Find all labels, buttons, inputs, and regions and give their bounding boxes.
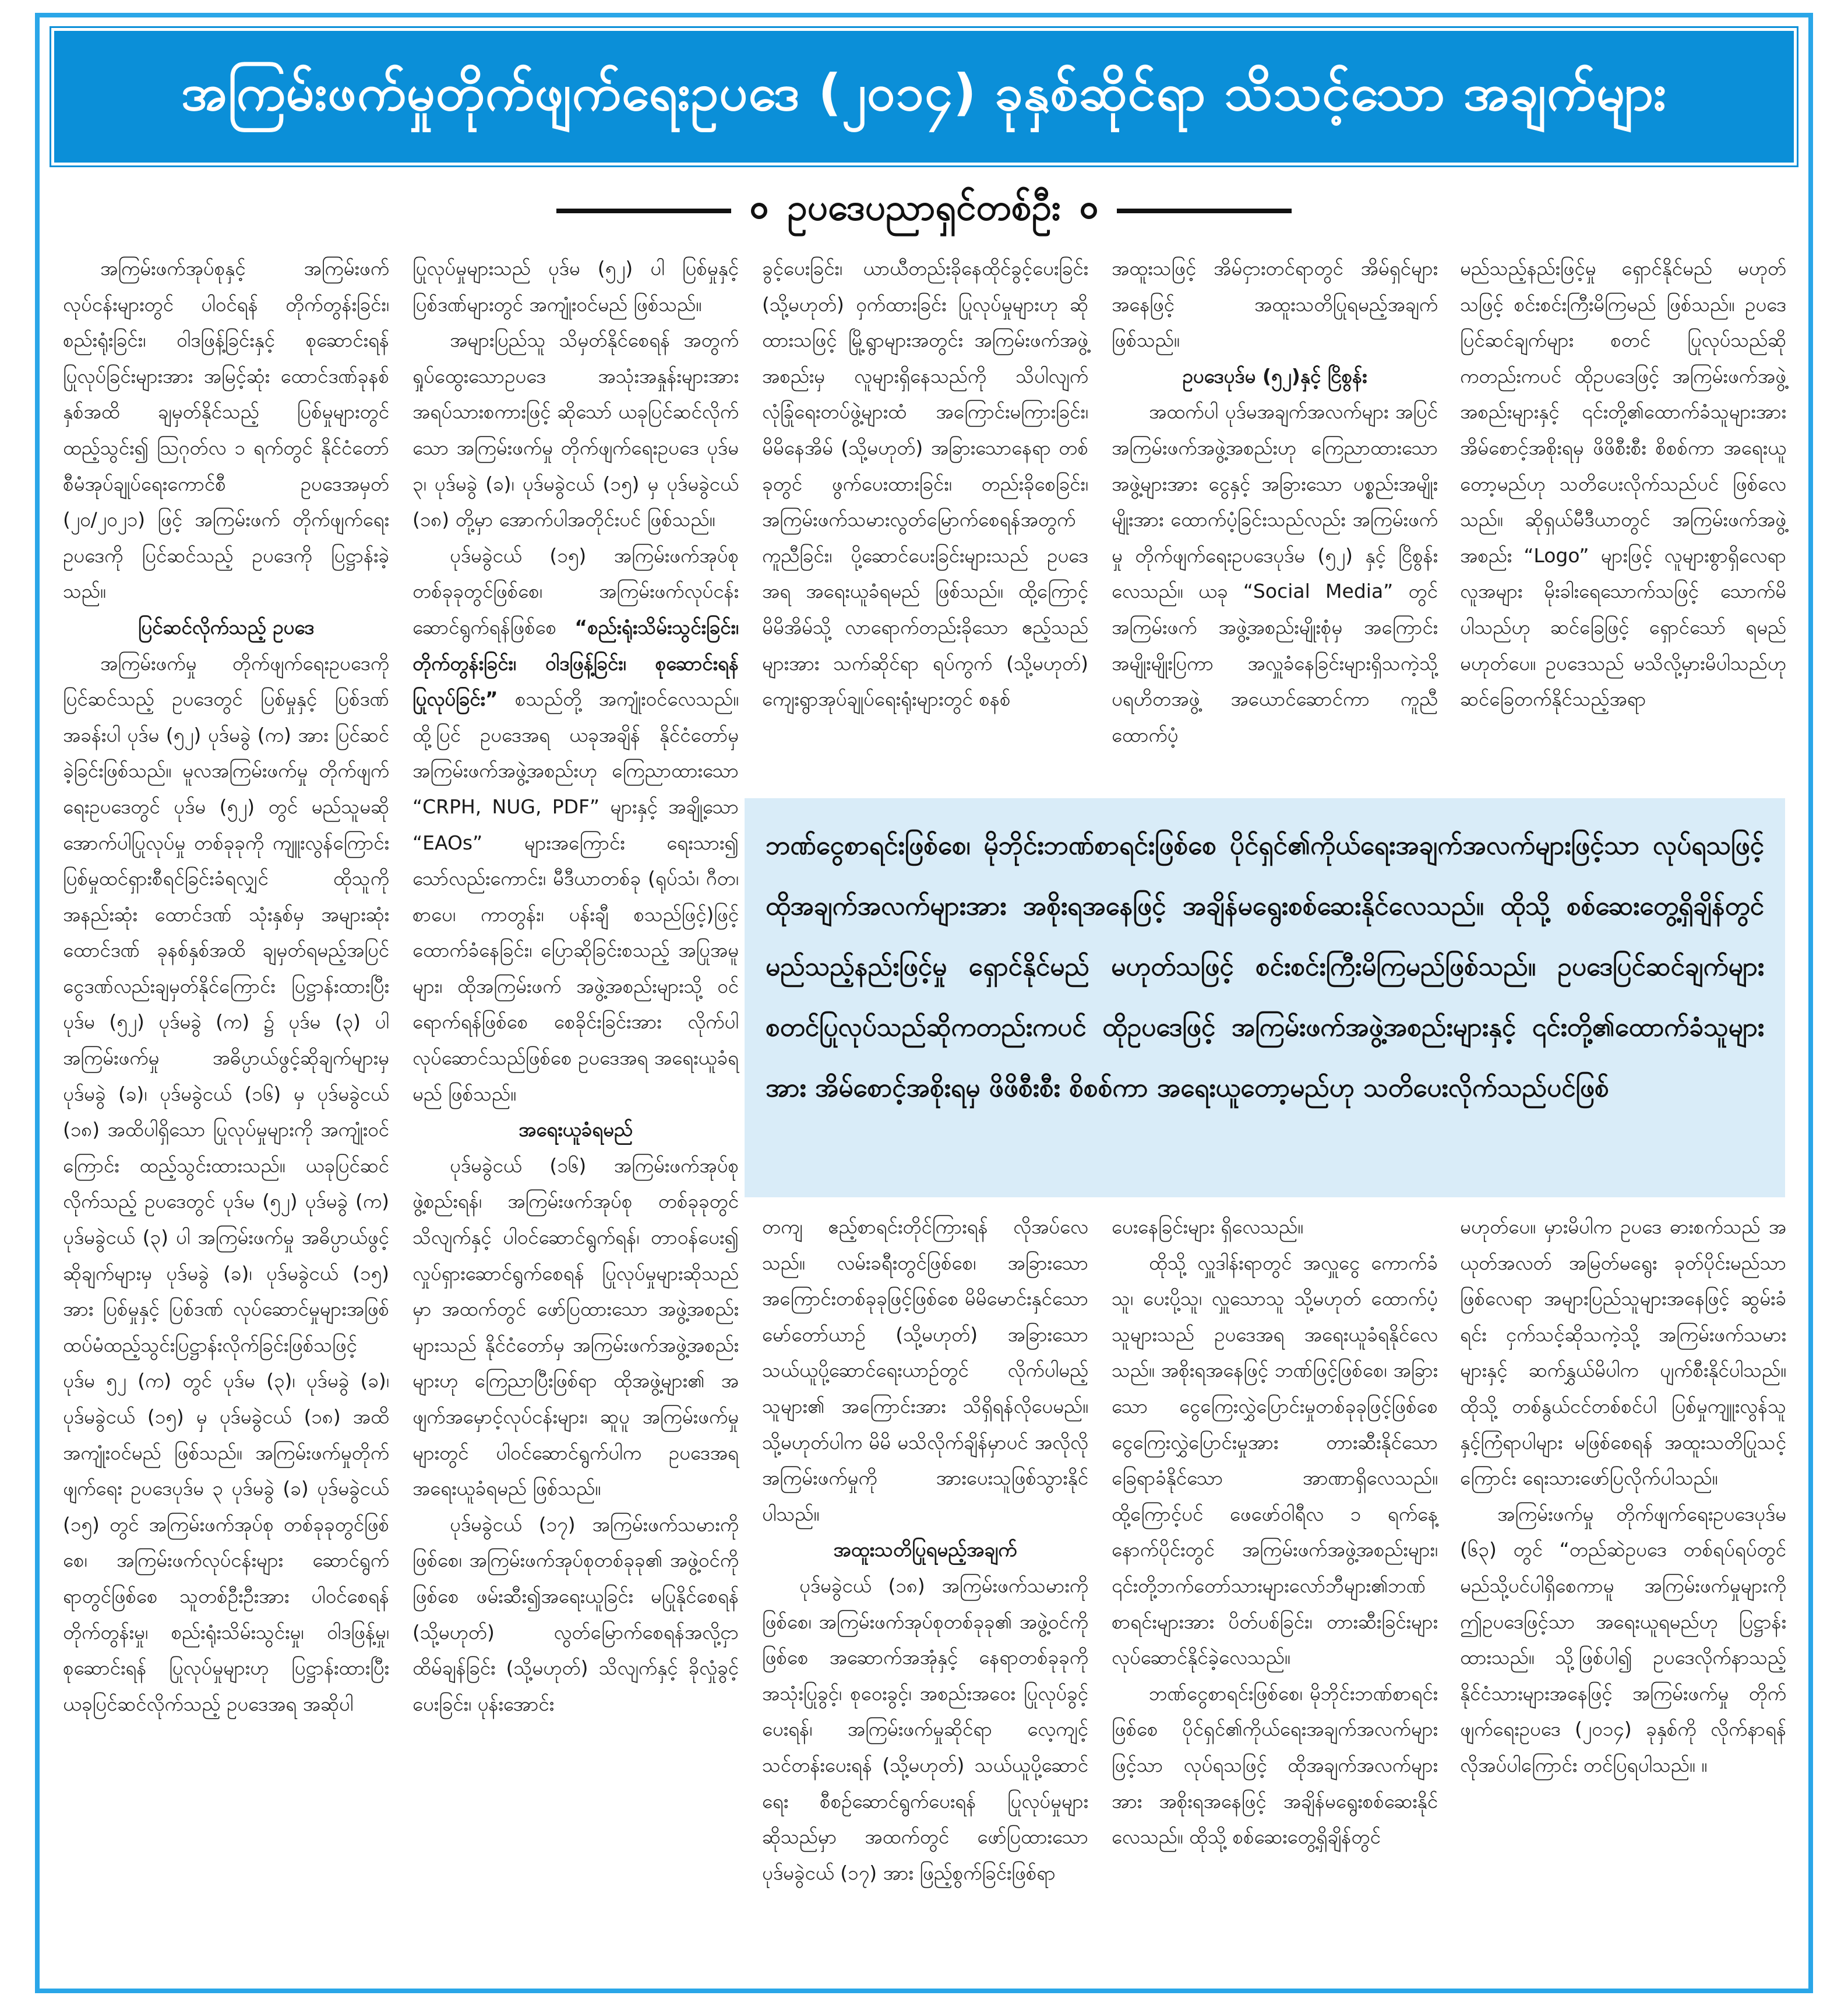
- byline-ornament-right: [1081, 203, 1097, 219]
- headline-banner: [51, 28, 1797, 165]
- paragraph: ထိုသို့ လှူဒါန်းရာတွင် အလှူငွေ ကောက်ခံသူ၊ ပေးပို့သူ၊ လှူသောသူ သို့မဟုတ် ထောက်ပံ့သူများသည် ဥပဒေအရ အရေးယူခံရနိုင်လေသည်။ အစိုးရအနေဖြင့် ဘဏ်ဖြင့်ဖြစ်စေ၊ အခြားသော ငွေကြေးလွှဲပြောင်းမှုတစ်ခုခုဖြင့်ဖြစ်စေ ငွေကြေးလွှဲပြောင်းမှုအား တားဆီးနိုင်သော ခြေရာခံနိုင်သော အာဏာရှိလေသည်။ ထို့ကြောင့်ပင် ဖေဖော်ဝါရီလ ၁ ရက်နေ့ နောက်ပိုင်းတွင် အကြမ်းဖက်အဖွဲ့အစည်းများ၊ ၎င်းတို့ဘက်တော်သားများလော်ဘီများ၏ဘဏ်စာရင်းများအား ပိတ်ပစ်ခြင်း၊ တားဆီးခြင်းများလုပ်ဆောင်နိုင်ခဲ့လေသည်။: [1112, 1251, 1438, 1669]
- column-4: [1112, 251, 1438, 787]
- text-run: စသည်တို့ အကျုံးဝင်လေသည်။ ထို့ပြင် ဥပဒေအရ ယခုအချိန် နိုင်ငံတော်မှ အကြမ်းဖက်အဖွဲ့အစည်းဟု ကြေညာထားသော “CRPH, NUG, PDF” များနှင့် အချို့သော “EAOs” များအကြောင်း ရေးသား၍ သော်လည်းကောင်း၊ မီဒီယာတစ်ခု (ရုပ်သံ၊ ဂီတ၊ စာပေ၊ ကာတွန်း၊ ပန်းချီ စသည်ဖြင့်)ဖြင့် ထောက်ခံနေခြင်း၊ ပြောဆိုခြင်းစသည့် အပြုအမူများ၊ ထိုအကြမ်းဖက် အဖွဲ့အစည်းများသို့ ဝင်ရောက်ရန်ဖြစ်စေ စေခိုင်းခြင်းအား လိုက်ပါလုပ်ဆောင်သည်ဖြစ်စေ ဥပဒေအရ အရေးယူခံရမည် ဖြစ်သည်။: [412, 688, 739, 1105]
- paragraph: ပုဒ်မခွဲငယ် (၁၈) အကြမ်းဖက်သမားကိုဖြစ်စေ၊ အကြမ်းဖက်အုပ်စုတစ်ခုခု၏ အဖွဲ့ဝင်ကိုဖြစ်စေ အဆောက်အအုံနှင့် နေရာတစ်ခုခုကို အသုံးပြုခွင့်၊ စုဝေးခွင့်၊ အစည်းအဝေး ပြုလုပ်ခွင့်ပေးရန်၊ အကြမ်းဖက်မှုဆိုင်ရာ လေ့ကျင့်သင်တန်းပေးရန် (သို့မဟုတ်) သယ်ယူပို့ဆောင်ရေး စီစဉ်ဆောင်ရွက်ပေးရန် ပြုလုပ်မှုများ ဆိုသည်မှာ အထက်တွင် ဖော်ပြထားသော ပုဒ်မခွဲငယ် (၁၇) အား ဖြည့်စွက်ခြင်းဖြစ်ရာ: [762, 1574, 1088, 1884]
- column-5: [1460, 251, 1786, 787]
- subheading: အထူးသတိပြုရမည့်အချက်: [833, 1538, 1017, 1561]
- byline: [40, 176, 1808, 246]
- paragraph: ပုဒ်မခွဲငယ် (၁၇) အကြမ်းဖက်သမားကိုဖြစ်စေ၊ အကြမ်းဖက်အုပ်စုတစ်ခုခု၏ အဖွဲ့ဝင်ကိုဖြစ်စေ ဖမ်းဆီး၍အရေးယူခြင်း မပြုနိုင်စေရန် (သို့မဟုတ်) လွတ်မြောက်စေရန်အလို့ငှာ ထိမ်ချန်ခြင်း (သို့မဟုတ်) သိလျက်နှင့် ခိုလှုံခွင့်ပေးခြင်း၊ ပုန်းအောင်း: [412, 1513, 739, 1715]
- paragraph: အများပြည်သူ သိမှတ်နိုင်စေရန် အတွက် ရှုပ်ထွေးသောဥပဒေ အသုံးအနှုန်းများအား အရပ်သားစကားဖြင့် ဆိုသော် ယခုပြင်ဆင်လိုက်သော အကြမ်းဖက်မှု တိုက်ဖျက်ရေးဥပဒေ ပုဒ်မ ၃၊ ပုဒ်မခွဲ (ခ)၊ ပုဒ်မခွဲငယ် (၁၅) မှ ပုဒ်မခွဲငယ် (၁၈) တို့မှာ အောက်ပါအတိုင်းပင် ဖြစ်သည်။: [412, 329, 739, 531]
- column-4-lower: [1112, 1209, 1438, 1975]
- subheading: ပြင်ဆင်လိုက်သည့် ဥပဒေ: [137, 615, 315, 639]
- paragraph: တကျ ဧည့်စာရင်းတိုင်ကြားရန် လိုအပ်လေသည်။ လမ်းခရီးတွင်ဖြစ်စေ၊ အခြားသော အကြောင်းတစ်ခုခုဖြင့်ဖြစ်စေ မိမိမောင်းနှင်သော မော်တော်ယာဉ် (သို့မဟုတ်) အခြားသော သယ်ယူပို့ဆောင်ရေးယာဉ်တွင် လိုက်ပါမည့်သူများ၏ အကြောင်းအား သိရှိရန်လိုပေမည်။ သို့မဟုတ်ပါက မိမိ မသိလိုက်ချိန်မှာပင် အလိုလို အကြမ်းဖက်မှုကို အားပေးသူဖြစ်သွားနိုင်ပါသည်။: [762, 1215, 1088, 1525]
- emphasis: “စည်းရုံးသိမ်းသွင်းခြင်း၊ တိုက်တွန်းခြင်း၊ ဝါဒဖြန့်ခြင်း၊ စုဆောင်းရန် ပြုလုပ်ခြင်း”: [412, 615, 739, 711]
- paragraph: ပြုလုပ်မှုများသည် ပုဒ်မ (၅၂) ပါ ပြစ်မှုနှင့် ပြစ်ဒဏ်များတွင် အကျုံးဝင်မည် ဖြစ်သည်။: [412, 257, 739, 316]
- paragraph: မဟုတ်ပေ။ မှားမိပါက ဥပဒေ ဓားစက်သည် အယုတ်အလတ် အမြတ်မရွေး ခုတ်ပိုင်းမည်သာဖြစ်လေရာ အများပြည်သူများအနေဖြင့် ဆွမ်းခံရင်း ငှက်သင့်ဆိုသကဲ့သို့ အကြမ်းဖက်သမားများနှင့် ဆက်နွှယ်မိပါက ပျက်စီးနိုင်ပါသည်။ ထိုသို့ တစ်နွယ်ငင်တစ်စင်ပါ ပြစ်မှုကျူးလွန်သူနှင့်ကြံရာပါများ မဖြစ်စေရန် အထူးသတိပြုသင့်ကြောင်း ရေးသားဖော်ပြလိုက်ပါသည်။: [1460, 1215, 1786, 1490]
- paragraph: ဘဏ်ငွေစာရင်းဖြစ်စေ၊ မိုဘိုင်းဘဏ်စာရင်းဖြစ်စေ ပိုင်ရှင်၏ကိုယ်ရေးအချက်အလက်များဖြင့်သာ လုပ်ရသဖြင့် ထိုအချက်အလက်များအား အစိုးရအနေဖြင့် အချိန်မရွေးစစ်ဆေးနိုင်လေသည်။ ထိုသို့ စစ်ဆေးတွေ့ရှိချိန်တွင်: [1112, 1681, 1438, 1849]
- paragraph: မည်သည့်နည်းဖြင့်မှု ရှောင်နိုင်မည် မဟုတ်သဖြင့် စင်းစင်းကြီးမိကြမည် ဖြစ်သည်။ ဥပဒေပြင်ဆင်ချက်များ စတင် ပြုလုပ်သည်ဆိုကတည်းကပင် ထိုဥပဒေဖြင့် အကြမ်းဖက်အဖွဲ့အစည်းများနှင့် ၎င်းတို့၏ထောက်ခံသူများအား အိမ်စောင့်အစိုးရမှ ဖိဖိစီးစီး စိစစ်ကာ အရေးယူတော့မည်ဟု သတိပေးလိုက်သည်ပင် ဖြစ်လေသည်။ ဆိုရှယ်မီဒီယာတွင် အကြမ်းဖက်အဖွဲ့အစည်း “Logo” များဖြင့် လူများစွာရှိလေရာ လူအများ မိုးခါးရေသောက်သဖြင့် သောက်မိပါသည်ဟု ဆင်ခြေဖြင့် ရှောင်သော် ရမည် မဟုတ်ပေ။ ဥပဒေသည် မသိလို့မှားမိပါသည်ဟု ဆင်ခြေတက်နိုင်သည့်အရာ: [1460, 257, 1786, 711]
- byline-rule-left: [556, 209, 731, 213]
- article-body: [63, 251, 1785, 1977]
- paragraph: အထက်ပါ ပုဒ်မအချက်အလက်များ အပြင် အကြမ်းဖက်အဖွဲ့အစည်းဟု ကြေညာထားသောအဖွဲ့များအား ငွေနှင့် အခြားသော ပစ္စည်းအမျိုးမျိုးအား ထောက်ပံ့ခြင်းသည်လည်း အကြမ်းဖက်မှု တိုက်ဖျက်ရေးဥပဒေပုဒ်မ (၅၂) နှင့် ငြိစွန်းလေသည်။ ယခု “Social Media” တွင် အကြမ်းဖက် အဖွဲ့အစည်းမျိုးစုံမှ အကြောင်းအမျိုးမျိုးပြကာ အလှူခံနေခြင်းများရှိသကဲ့သို့ ပရဟိတအဖွဲ့ အယောင်ဆောင်ကာ ကူညီထောက်ပံ့: [1112, 400, 1438, 746]
- author-name: ဥပဒေပညာရှင်တစ်ဦး: [787, 185, 1061, 228]
- column-3: [762, 251, 1088, 787]
- column-1: [63, 251, 389, 1975]
- subheading: အရေးယူခံရမည်: [519, 1118, 633, 1141]
- paragraph: ပေးနေခြင်းများ ရှိလေသည်။: [1112, 1215, 1304, 1238]
- paragraph: ပုဒ်မခွဲငယ် (၁၆) အကြမ်းဖက်အုပ်စုဖွဲ့စည်းရန်၊ အကြမ်းဖက်အုပ်စု တစ်ခုခုတွင် သိလျက်နှင့် ပါဝင်ဆောင်ရွက်ရန်၊ တာဝန်ပေး၍ လှုပ်ရှားဆောင်ရွက်စေရန် ပြုလုပ်မှုများဆိုသည်မှာ အထက်တွင် ဖော်ပြထားသော အဖွဲ့အစည်းများသည် နိုင်ငံတော်မှ အကြမ်းဖက်အဖွဲ့အစည်းများဟု ကြေညာပြီးဖြစ်ရာ ထိုအဖွဲ့များ၏ အဖျက်အမှောင့်လုပ်ငန်းများ၊ ဆူပူ အကြမ်းဖက်မှုများတွင် ပါဝင်ဆောင်ရွက်ပါက ဥပဒေအရ အရေးယူခံရမည် ဖြစ်သည်။: [412, 1154, 739, 1500]
- column-3-lower: [762, 1209, 1088, 1975]
- byline-rule-right: [1117, 209, 1292, 213]
- subheading: ဥပဒေပုဒ်မ (၅၂)နှင့် ငြိစွန်း: [1182, 364, 1367, 387]
- paragraph: [412, 538, 739, 1112]
- pull-quote: ဘဏ်ငွေစာရင်းဖြစ်စေ၊ မိုဘိုင်းဘဏ်စာရင်းဖြစ်စေ ပိုင်ရှင်၏ကိုယ်ရေးအချက်အလက်များဖြင့်သာ လုပ်ရသဖြင့် ထိုအချက်အလက်များအား အစိုးရအနေဖြင့် အချိန်မရွေးစစ်ဆေးနိုင်လေသည်။ ထိုသို့ စစ်ဆေးတွေ့ရှိချိန်တွင် မည်သည့်နည်းဖြင့်မှု ရှောင်နိုင်မည် မဟုတ်သဖြင့် စင်းစင်းကြီးမိကြမည်ဖြစ်သည်။ ဥပဒေပြင်ဆင်ချက်များ စတင်ပြုလုပ်သည်ဆိုကတည်းကပင် ထိုဥပဒေဖြင့် အကြမ်းဖက်အဖွဲ့အစည်းများနှင့် ၎င်းတို့၏ထောက်ခံသူများအား အိမ်စောင့်အစိုးရမှ ဖိဖိစီးစီး စိစစ်ကာ အရေးယူတော့မည်ဟု သတိပေးလိုက်သည်ပင်ဖြစ်: [745, 798, 1785, 1197]
- paragraph: အထူးသဖြင့် အိမ်ငှားတင်ရာတွင် အိမ်ရှင်များအနေဖြင့် အထူးသတိပြုရမည့်အချက် ဖြစ်သည်။: [1112, 257, 1438, 352]
- paragraph: အကြမ်းဖက်အုပ်စုနှင့် အကြမ်းဖက်လုပ်ငန်းများတွင် ပါဝင်ရန် တိုက်တွန်းခြင်း၊ စည်းရုံးခြင်း၊ ဝါဒဖြန့်ခြင်းနှင့် စုဆောင်းရန် ပြုလုပ်ခြင်းများအား အမြင့်ဆုံး ထောင်ဒဏ်ခုနစ်နှစ်အထိ ချမှတ်နိုင်သည့် ပြစ်မှုများတွင် ထည့်သွင်း၍ ဩဂုတ်လ ၁ ရက်တွင် နိုင်ငံတော် စီမံအုပ်ချုပ်ရေးကောင်စီ ဥပဒေအမှတ် (၂၀/၂၀၂၁) ဖြင့် အကြမ်းဖက် တိုက်ဖျက်ရေးဥပဒေကို ပြင်ဆင်သည့် ဥပဒေကို ပြဋ္ဌာန်းခဲ့သည်။: [63, 257, 389, 603]
- byline-ornament-left: [751, 203, 767, 219]
- paragraph: အကြမ်းဖက်မှု တိုက်ဖျက်ရေးဥပဒေကို ပြင်ဆင်သည့် ဥပဒေတွင် ပြစ်မှုနှင့် ပြစ်ဒဏ်အခန်းပါ ပုဒ်မ (၅၂) ပုဒ်မခွဲ (က) အား ပြင်ဆင်ခဲ့ခြင်းဖြစ်သည်။ မူလအကြမ်းဖက်မှု တိုက်ဖျက်ရေးဥပဒေတွင် ပုဒ်မ (၅၂) တွင် မည်သူမဆို အောက်ပါပြုလုပ်မှု တစ်ခုခုကို ကျူးလွန်ကြောင်း ပြစ်မှုထင်ရှားစီရင်ခြင်းခံရလျှင် ထိုသူကို အနည်းဆုံး ထောင်ဒဏ် သုံးနှစ်မှ အများဆုံး ထောင်ဒဏ် ခုနစ်နှစ်အထိ ချမှတ်ရမည့်အပြင် ငွေဒဏ်လည်းချမှတ်နိုင်ကြောင်း ပြဋ္ဌာန်းထားပြီး ပုဒ်မ (၅၂) ပုဒ်မခွဲ (က) ၌ ပုဒ်မ (၃) ပါ အကြမ်းဖက်မှု အဓိပ္ပာယ်ဖွင့်ဆိုချက်များမှ ပုဒ်မခွဲ (ခ)၊ ပုဒ်မခွဲငယ် (၁၆) မှ ပုဒ်မခွဲငယ် (၁၈) အထိပါရှိသော ပြုလုပ်မှုများကို အကျုံးဝင်ကြောင်း ထည့်သွင်းထားသည်။ ယခုပြင်ဆင်လိုက်သည့် ဥပဒေတွင် ပုဒ်မ (၅၂) ပုဒ်မခွဲ (က) ပုဒ်မခွဲငယ် (၃) ပါ အကြမ်းဖက်မှု အဓိပ္ပာယ်ဖွင့်ဆိုချက်များမှ ပုဒ်မခွဲ (ခ)၊ ပုဒ်မခွဲငယ် (၁၅) အား ပြစ်မှုနှင့် ပြစ်ဒဏ် လုပ်ဆောင်မှုများအဖြစ် ထပ်မံထည့်သွင်းပြဋ္ဌာန်းလိုက်ခြင်းဖြစ်သဖြင့် ပုဒ်မ ၅၂ (က) တွင် ပုဒ်မ (၃)၊ ပုဒ်မခွဲ (ခ)၊ ပုဒ်မခွဲငယ် (၁၅) မှ ပုဒ်မခွဲငယ် (၁၈) အထိ အကျုံးဝင်မည် ဖြစ်သည်။ အကြမ်းဖက်မှုတိုက်ဖျက်ရေး ဥပဒေပုဒ်မ ၃ ပုဒ်မခွဲ (ခ) ပုဒ်မခွဲငယ် (၁၅) တွင် အကြမ်းဖက်အုပ်စု တစ်ခုခုတွင်ဖြစ်စေ၊ အကြမ်းဖက်လုပ်ငန်းများ ဆောင်ရွက်ရာတွင်ဖြစ်စေ သူတစ်ဦးဦးအား ပါဝင်စေရန် တိုက်တွန်းမှု၊ စည်းရုံးသိမ်းသွင်းမှု၊ ဝါဒဖြန့်မှု၊ စုဆောင်းရန် ပြုလုပ်မှုများဟု ပြဋ္ဌာန်းထားပြီး ယခုပြင်ဆင်လိုက်သည့် ဥပဒေအရ အဆိုပါ: [63, 651, 389, 1715]
- headline: အကြမ်းဖက်မှုတိုက်ဖျက်ရေးဥပဒေ (၂၀၁၄) ခုနှစ်ဆိုင်ရာ သိသင့်သော အချက်များ: [181, 63, 1667, 122]
- text-run: ပုဒ်မခွဲငယ် (၁၅) အကြမ်းဖက်အုပ်စုတစ်ခုခုတွင်ဖြစ်စေ၊ အကြမ်းဖက်လုပ်ငန်းဆောင်ရွက်ရန်ဖြစ်စေ: [412, 544, 739, 639]
- column-5-lower: [1460, 1209, 1786, 1975]
- column-2: [412, 251, 739, 1715]
- paragraph: ခွင့်ပေးခြင်း၊ ယာယီတည်းခိုနေထိုင်ခွင့်ပေးခြင်း (သို့မဟုတ်) ဝှက်ထားခြင်း ပြုလုပ်မှုများဟု ဆိုထားသဖြင့် မြို့ရွာများအတွင်း အကြမ်းဖက်အဖွဲ့အစည်းမှ လူများရှိနေသည်ကို သိပါလျက် လုံခြုံရေးတပ်ဖွဲ့များထံ အကြောင်းမကြားခြင်း၊ မိမိနေအိမ် (သို့မဟုတ်) အခြားသောနေရာ တစ်ခုတွင် ဖွက်ပေးထားခြင်း၊ တည်းခိုစေခြင်း၊ အကြမ်းဖက်သမားလွတ်မြောက်စေရန်အတွက် ကူညီခြင်း၊ ပို့ဆောင်ပေးခြင်းများသည် ဥပဒေအရ အရေးယူခံရမည် ဖြစ်သည်။ ထို့ကြောင့် မိမိအိမ်သို့ လာရောက်တည်းခိုသော ဧည့်သည်များအား သက်ဆိုင်ရာ ရပ်ကွက် (သို့မဟုတ်) ကျေးရွာအုပ်ချုပ်ရေးရုံးများတွင် စနစ်: [762, 257, 1088, 711]
- paragraph: အကြမ်းဖက်မှု တိုက်ဖျက်ရေးဥပဒေပုဒ်မ (၆၃) တွင် “တည်ဆဲဥပဒေ တစ်ရပ်ရပ်တွင် မည်သို့ပင်ပါရှိစေကာမူ အကြမ်းဖက်မှုများကို ဤဥပဒေဖြင့်သာ အရေးယူရမည်ဟု ပြဋ္ဌာန်းထားသည်။ သို့ဖြစ်ပါ၍ ဥပဒေလိုက်နာသည့် နိုင်ငံသားများအနေဖြင့် အကြမ်းဖက်မှု တိုက်ဖျက်ရေးဥပဒေ (၂၀၁၄) ခုနှစ်ကို လိုက်နာရန် လိုအပ်ပါကြောင်း တင်ပြရပါသည်။ ။: [1460, 1502, 1786, 1776]
- article-frame: [35, 13, 1813, 1993]
